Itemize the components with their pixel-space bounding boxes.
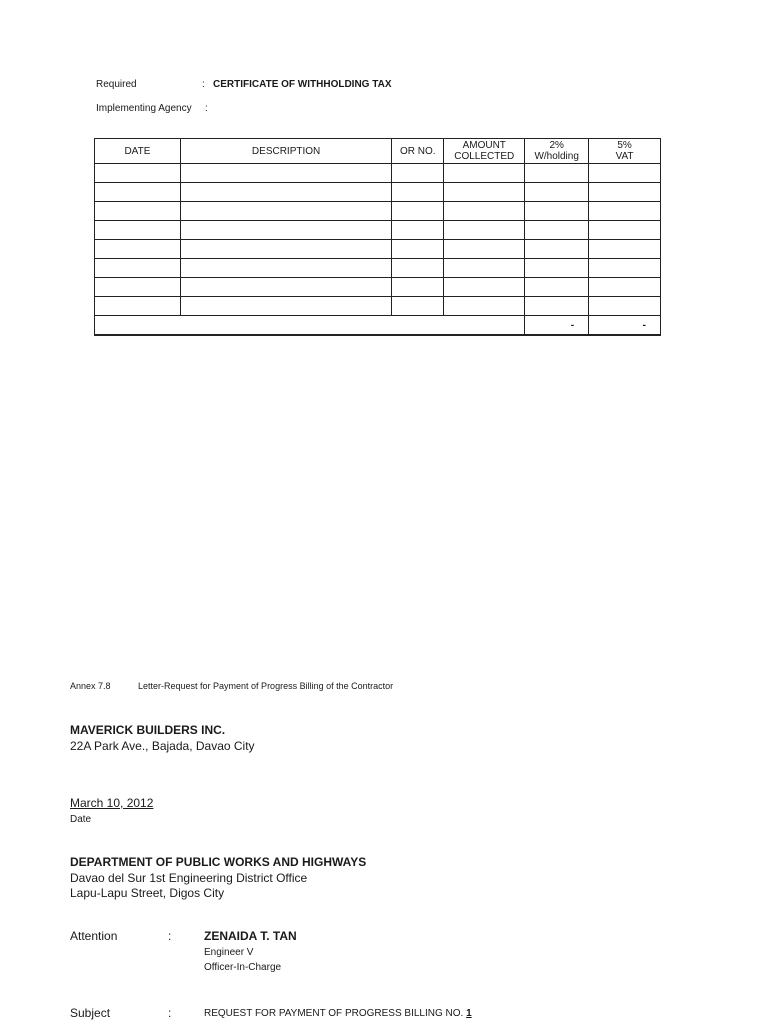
sender-name: MAVERICK BUILDERS INC. (70, 723, 226, 737)
table-header-row (95, 139, 661, 164)
header-or-no: OR NO. (392, 139, 444, 164)
header-date: DATE (95, 139, 181, 164)
table-row (95, 202, 661, 221)
attention-label: Attention (70, 929, 118, 943)
subject-label: Subject (70, 1006, 111, 1020)
agency-colon: : (205, 103, 208, 114)
table-row (95, 240, 661, 259)
total-vat: - (589, 316, 661, 336)
annex-number: Annex 7.8 (70, 681, 111, 691)
table-row (95, 164, 661, 183)
header-vat-line2: VAT (615, 151, 634, 162)
attention-name: ZENAIDA T. TAN (204, 929, 297, 943)
table-row (95, 278, 661, 297)
subject-colon: : (168, 1006, 172, 1020)
required-label: Required (96, 79, 137, 90)
withholding-table (94, 138, 661, 336)
agency-label: Implementing Agency (96, 103, 192, 114)
recipient-line2: Lapu-Lapu Street, Digos City (70, 886, 225, 900)
table-total-row (95, 316, 661, 336)
attention-title1: Engineer V (204, 947, 254, 958)
header-vat (589, 139, 661, 164)
sender-address: 22A Park Ave., Bajada, Davao City (70, 739, 255, 753)
header-amount-collected (444, 139, 525, 164)
header-amount-line1: AMOUNT (462, 140, 506, 151)
attention-colon: : (168, 929, 172, 943)
header-wh-line2: W/holding (534, 151, 579, 162)
total-withholding: - (525, 316, 589, 336)
recipient-line1: Davao del Sur 1st Engineering District Office (70, 871, 308, 885)
required-colon: : (202, 79, 205, 90)
header-vat-line1: 5% (617, 140, 632, 151)
table-row (95, 183, 661, 202)
header-wh-line1: 2% (549, 140, 564, 151)
header-withholding (525, 139, 589, 164)
header-amount-line2: COLLECTED (454, 151, 515, 162)
recipient-name: DEPARTMENT OF PUBLIC WORKS AND HIGHWAYS (70, 855, 367, 869)
annex-title: Letter-Request for Payment of Progress Billing of the Contractor (138, 681, 394, 691)
subject-title: REQUEST FOR PAYMENT OF PROGRESS BILLING NO. (204, 1008, 464, 1019)
subject-text (204, 1008, 472, 1019)
attention-title2: Officer-In-Charge (204, 962, 282, 973)
table-row (95, 259, 661, 278)
table-row (95, 297, 661, 316)
date-label: Date (70, 814, 92, 825)
billing-number: 1 (466, 1008, 472, 1019)
required-value: CERTIFICATE OF WITHHOLDING TAX (213, 79, 392, 90)
table-row (95, 221, 661, 240)
letter-date: March 10, 2012 (70, 796, 154, 810)
header-description: DESCRIPTION (180, 139, 392, 164)
